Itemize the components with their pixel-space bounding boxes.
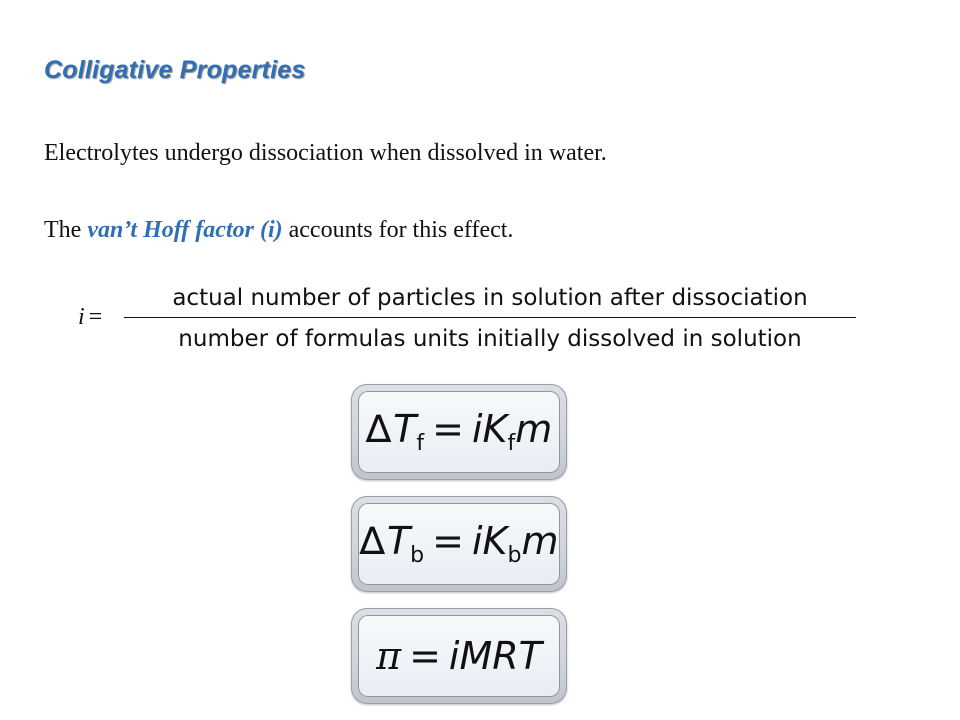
vant-hoff-statement xyxy=(44,217,513,244)
fraction-numerator: actual number of particles in solution after dissociation xyxy=(172,285,808,311)
subscript-f: f xyxy=(416,430,425,456)
equation-inner xyxy=(358,391,560,473)
fraction-denominator: number of formulas units initially dissolved in solution xyxy=(178,326,802,352)
ik-term: iK xyxy=(471,518,508,563)
fraction-bar xyxy=(124,317,856,318)
subscript-b: b xyxy=(410,542,425,568)
pi-symbol: π xyxy=(376,634,402,678)
vant-hoff-definition xyxy=(78,282,868,358)
temperature-var: T xyxy=(393,406,417,451)
temperature-var: T xyxy=(386,518,411,563)
equals-sign: = xyxy=(432,406,464,451)
equals-sign: = xyxy=(432,518,464,563)
freezing-point-equation xyxy=(365,406,553,456)
equals-sign: = xyxy=(88,304,103,330)
definition-fraction xyxy=(124,282,856,355)
imrt-term: iMRT xyxy=(448,634,542,678)
i-symbol: i xyxy=(78,304,85,330)
equation-inner xyxy=(358,503,560,585)
slide-title: Colligative Properties xyxy=(44,56,306,84)
osmotic-pressure-equation-box xyxy=(351,608,567,704)
subscript-b: b xyxy=(507,542,522,568)
ik-term: iK xyxy=(471,406,508,451)
statement-prefix: The xyxy=(44,217,88,243)
delta-symbol: ∆ xyxy=(359,518,385,563)
molality-var: m xyxy=(515,406,553,451)
molality-var: m xyxy=(521,518,559,563)
equals-sign: = xyxy=(409,634,441,678)
osmotic-pressure-equation xyxy=(376,634,542,678)
statement-suffix: accounts for this effect. xyxy=(282,217,514,243)
boiling-point-equation xyxy=(359,518,559,568)
subscript-f: f xyxy=(507,430,516,456)
boiling-point-equation-box xyxy=(351,496,567,592)
vant-hoff-factor-term: van’t Hoff factor (i) xyxy=(87,217,283,243)
electrolytes-statement: Electrolytes undergo dissociation when dissolved in water. xyxy=(44,140,607,166)
definition-lhs xyxy=(78,304,102,331)
delta-symbol: ∆ xyxy=(365,406,392,451)
equation-inner xyxy=(358,615,560,697)
freezing-point-equation-box xyxy=(351,384,567,480)
